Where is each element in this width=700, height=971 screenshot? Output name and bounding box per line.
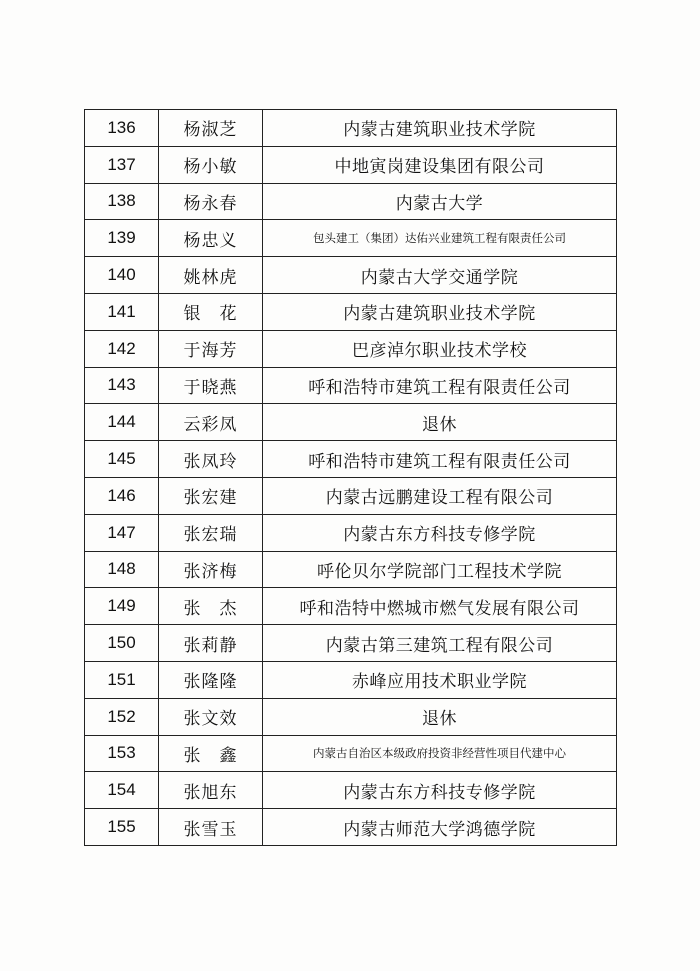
table-row — [85, 809, 617, 846]
row-number: 149 — [85, 588, 159, 625]
row-number: 139 — [85, 220, 159, 257]
row-number: 143 — [85, 367, 159, 404]
work-unit: 退休 — [263, 404, 617, 441]
table-row — [85, 551, 617, 588]
roster-table — [84, 109, 617, 846]
row-number: 151 — [85, 661, 159, 698]
row-number: 141 — [85, 293, 159, 330]
table-row — [85, 183, 617, 220]
row-number: 153 — [85, 735, 159, 772]
table-row — [85, 293, 617, 330]
person-name: 张雪玉 — [159, 809, 263, 846]
work-unit: 内蒙古东方科技专修学院 — [263, 514, 617, 551]
work-unit: 内蒙古建筑职业技术学院 — [263, 293, 617, 330]
person-name: 杨小敏 — [159, 146, 263, 183]
person-name: 张 鑫 — [159, 735, 263, 772]
work-unit: 内蒙古自治区本级政府投资非经营性项目代建中心 — [263, 735, 617, 772]
row-number: 145 — [85, 441, 159, 478]
row-number: 154 — [85, 772, 159, 809]
person-name: 于晓燕 — [159, 367, 263, 404]
work-unit: 内蒙古大学 — [263, 183, 617, 220]
table-row — [85, 772, 617, 809]
table-row — [85, 625, 617, 662]
work-unit: 内蒙古第三建筑工程有限公司 — [263, 625, 617, 662]
work-unit: 退休 — [263, 698, 617, 735]
person-name: 云彩凤 — [159, 404, 263, 441]
table-row — [85, 146, 617, 183]
person-name: 张文效 — [159, 698, 263, 735]
table-row — [85, 441, 617, 478]
person-name: 银 花 — [159, 293, 263, 330]
work-unit: 呼和浩特市建筑工程有限责任公司 — [263, 367, 617, 404]
person-name: 张 杰 — [159, 588, 263, 625]
work-unit: 内蒙古建筑职业技术学院 — [263, 110, 617, 147]
person-name: 张宏瑞 — [159, 514, 263, 551]
row-number: 147 — [85, 514, 159, 551]
work-unit: 呼和浩特市建筑工程有限责任公司 — [263, 441, 617, 478]
row-number: 137 — [85, 146, 159, 183]
table-row — [85, 588, 617, 625]
row-number: 155 — [85, 809, 159, 846]
row-number: 142 — [85, 330, 159, 367]
row-number: 144 — [85, 404, 159, 441]
row-number: 148 — [85, 551, 159, 588]
table-row — [85, 735, 617, 772]
work-unit: 呼伦贝尔学院部门工程技术学院 — [263, 551, 617, 588]
row-number: 140 — [85, 257, 159, 294]
person-name: 杨淑芝 — [159, 110, 263, 147]
person-name: 姚林虎 — [159, 257, 263, 294]
table-row — [85, 698, 617, 735]
person-name: 张济梅 — [159, 551, 263, 588]
person-name: 张旭东 — [159, 772, 263, 809]
table-row — [85, 661, 617, 698]
work-unit: 内蒙古远鹏建设工程有限公司 — [263, 477, 617, 514]
table-row — [85, 257, 617, 294]
row-number: 152 — [85, 698, 159, 735]
row-number: 146 — [85, 477, 159, 514]
table-row — [85, 110, 617, 147]
table-row — [85, 404, 617, 441]
work-unit: 内蒙古大学交通学院 — [263, 257, 617, 294]
work-unit: 呼和浩特中燃城市燃气发展有限公司 — [263, 588, 617, 625]
person-name: 杨忠义 — [159, 220, 263, 257]
table-row — [85, 514, 617, 551]
work-unit: 中地寅岗建设集团有限公司 — [263, 146, 617, 183]
work-unit: 内蒙古东方科技专修学院 — [263, 772, 617, 809]
work-unit: 内蒙古师范大学鸿德学院 — [263, 809, 617, 846]
person-name: 张隆隆 — [159, 661, 263, 698]
work-unit: 巴彦淖尔职业技术学校 — [263, 330, 617, 367]
row-number: 150 — [85, 625, 159, 662]
table-row — [85, 220, 617, 257]
row-number: 136 — [85, 110, 159, 147]
work-unit: 包头建工（集团）达佑兴业建筑工程有限责任公司 — [263, 220, 617, 257]
person-name: 杨永春 — [159, 183, 263, 220]
table-row — [85, 330, 617, 367]
work-unit: 赤峰应用技术职业学院 — [263, 661, 617, 698]
person-name: 张凤玲 — [159, 441, 263, 478]
row-number: 138 — [85, 183, 159, 220]
person-name: 于海芳 — [159, 330, 263, 367]
person-name: 张宏建 — [159, 477, 263, 514]
table-row — [85, 477, 617, 514]
table-row — [85, 367, 617, 404]
person-name: 张莉静 — [159, 625, 263, 662]
